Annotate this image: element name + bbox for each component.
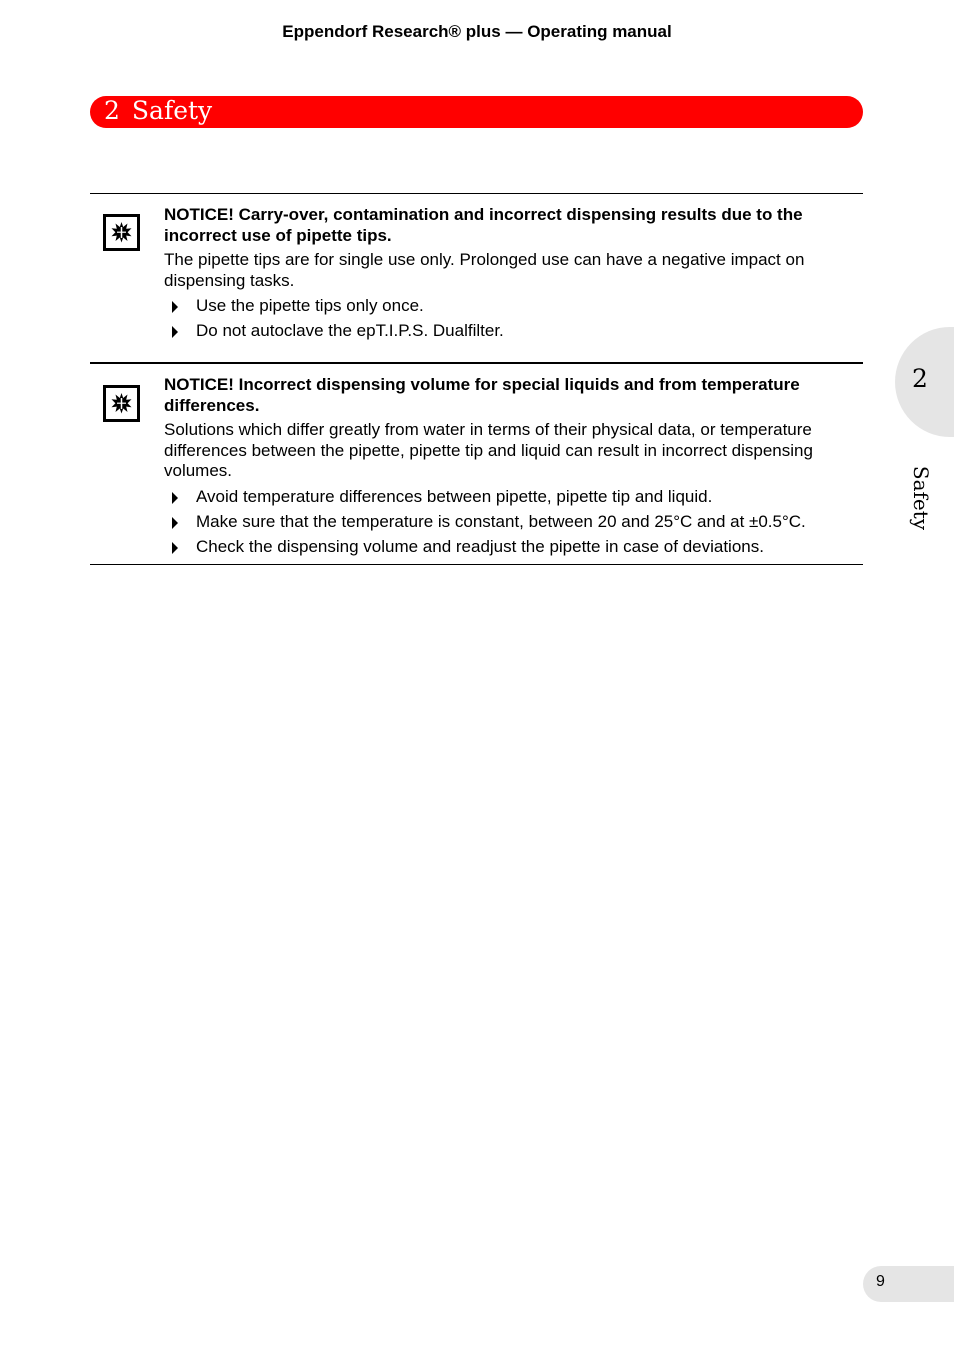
chapter-heading <box>90 96 863 128</box>
notice-steps <box>164 487 860 558</box>
step-item <box>164 537 860 558</box>
notice-burst-icon <box>103 214 140 251</box>
notice-steps <box>164 296 860 342</box>
side-tab-number: 2 <box>912 364 928 393</box>
triangle-right-icon <box>172 326 178 338</box>
chapter-number: 2 <box>104 96 120 125</box>
triangle-right-icon <box>172 542 178 554</box>
notice-box <box>90 193 863 363</box>
triangle-right-icon <box>172 517 178 529</box>
step-item <box>164 321 860 342</box>
notice-text: Solutions which differ greatly from water in terms of their physical data, or temperature differences between the pipette, pipette tip and liquid can result in incorrect dispensing volumes. <box>164 420 813 480</box>
step-text: Do not autoclave the epT.I.P.S. Dualfilter. <box>196 321 504 340</box>
triangle-right-icon <box>172 492 178 504</box>
notice-box <box>90 362 863 565</box>
step-item <box>164 487 860 508</box>
running-header: Eppendorf Research® plus — Operating manual <box>282 22 672 41</box>
notice-burst-icon <box>103 385 140 422</box>
step-text: Use the pipette tips only once. <box>196 296 424 315</box>
side-tab-label: Safety <box>909 465 933 531</box>
step-item <box>164 296 860 317</box>
notice-text: The pipette tips are for single use only. Prolonged use can have a negative impact on dispensing tasks. <box>164 250 805 290</box>
step-item <box>164 512 860 533</box>
notice-title: NOTICE! Incorrect dispensing volume for special liquids and from temperature differences. <box>164 375 800 415</box>
step-text: Avoid temperature differences between pipette, pipette tip and liquid. <box>196 486 713 506</box>
step-text: Check the dispensing volume and readjust the pipette in case of deviations. <box>196 536 764 556</box>
chapter-title: Safety <box>131 96 213 125</box>
triangle-right-icon <box>172 301 178 313</box>
page-number: 9 <box>876 1273 885 1290</box>
notice-title: NOTICE! Carry-over, contamination and incorrect dispensing results due to the incorrect use of pipette tips. <box>164 205 803 245</box>
step-text: Make sure that the temperature is constant, between 20 and 25°C and at ±0.5°C. <box>196 511 806 531</box>
